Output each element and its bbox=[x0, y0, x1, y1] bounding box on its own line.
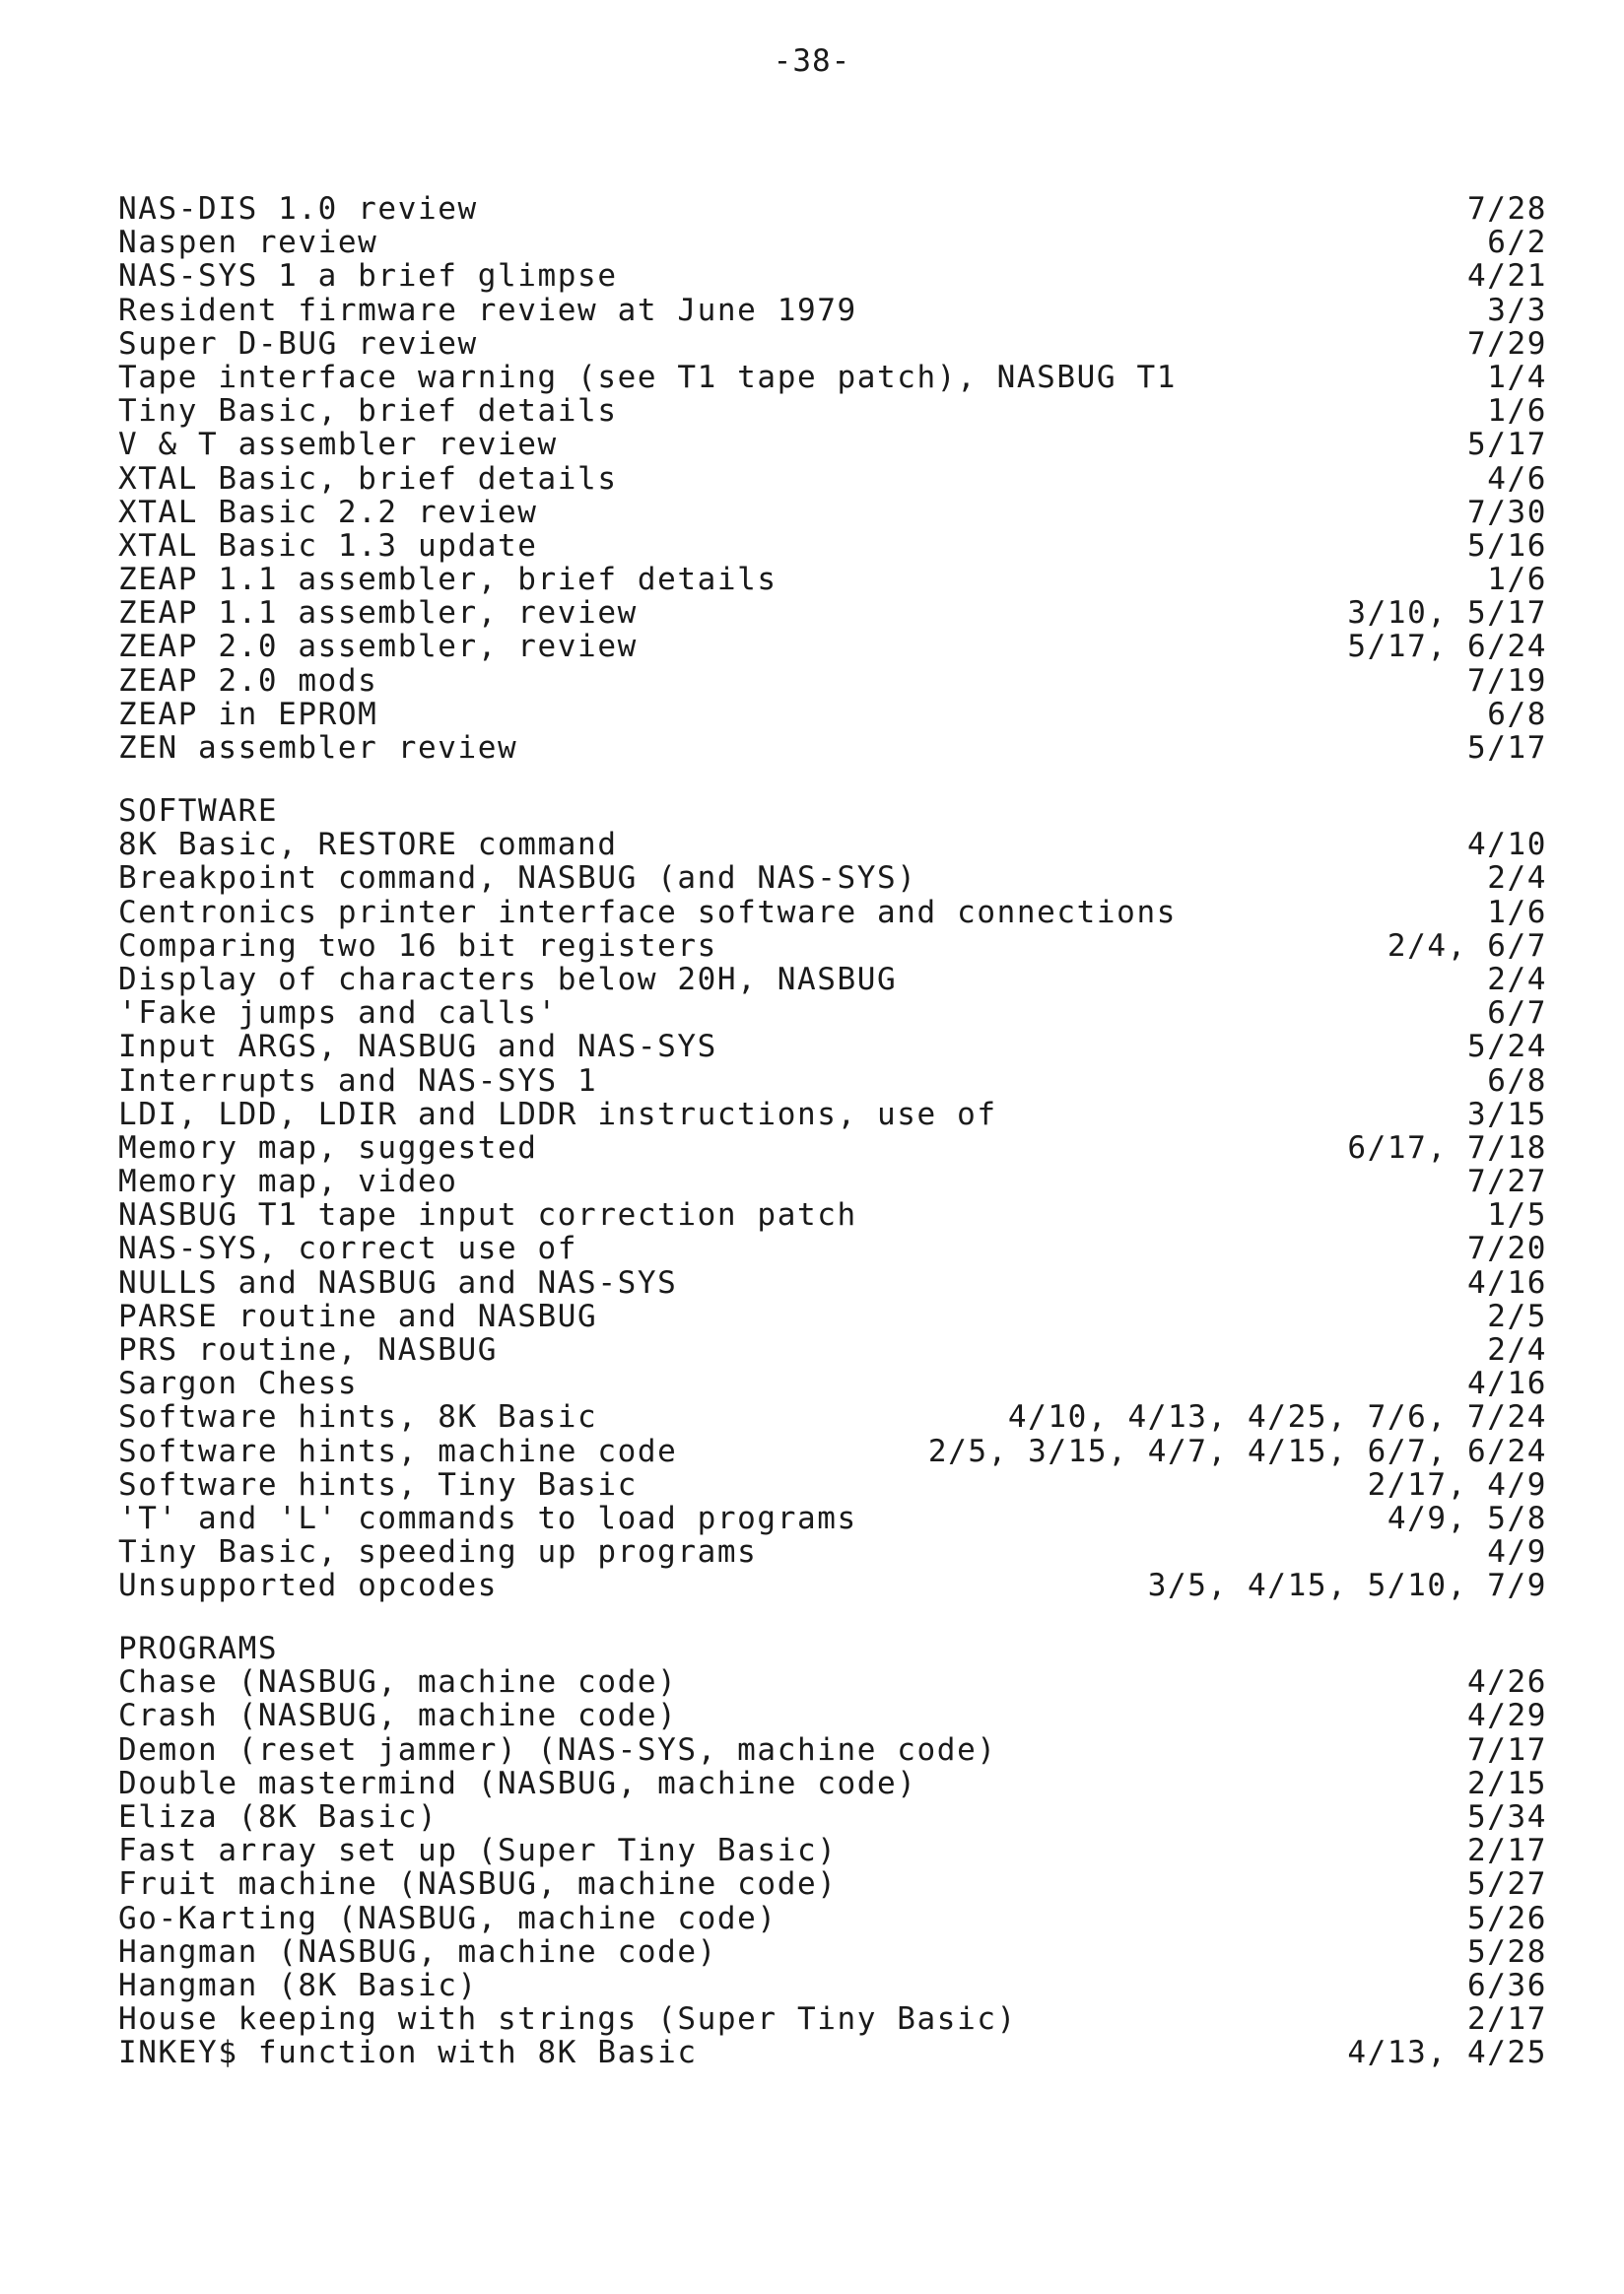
entry-title: Eliza (8K Basic) bbox=[118, 1799, 439, 1835]
entry-refs: 2/15 bbox=[1466, 1765, 1547, 1801]
entry-refs: 4/10 bbox=[1466, 827, 1547, 863]
entry-title: NAS-SYS 1 a brief glimpse bbox=[118, 259, 618, 294]
entry-title: ZEAP 1.1 assembler, brief details bbox=[118, 563, 778, 597]
entry-title: Breakpoint command, NASBUG (and NAS-SYS) bbox=[118, 861, 917, 896]
entry-refs: 4/16 bbox=[1466, 1366, 1547, 1402]
entry-refs: 5/24 bbox=[1466, 1029, 1547, 1065]
entry-title: Resident firmware review at June 1979 bbox=[118, 293, 857, 327]
index-entry bbox=[118, 2036, 1547, 2069]
entry-refs: 1/6 bbox=[1487, 562, 1547, 598]
entry-title: ZEAP 1.1 assembler, review bbox=[118, 596, 638, 631]
entry-title: PRS routine, NASBUG bbox=[118, 1333, 499, 1368]
entry-refs: 4/9 bbox=[1487, 1534, 1547, 1571]
entry-refs: 3/3 bbox=[1487, 292, 1547, 328]
entry-title: Tiny Basic, brief details bbox=[118, 394, 618, 429]
entry-refs: 7/27 bbox=[1466, 1164, 1547, 1200]
index-entry bbox=[118, 1935, 1547, 1969]
index-entry bbox=[118, 1699, 1547, 1732]
entry-title: Software hints, machine code bbox=[118, 1434, 678, 1468]
index-entry bbox=[118, 698, 1547, 731]
index-entry bbox=[118, 861, 1547, 895]
page-number: -38- bbox=[773, 43, 851, 79]
index-entry bbox=[118, 1232, 1547, 1265]
entry-refs: 5/27 bbox=[1466, 1866, 1547, 1903]
entry-title: Comparing two 16 bit registers bbox=[118, 928, 717, 963]
entry-title: Crash (NASBUG, machine code) bbox=[118, 1699, 678, 1733]
entry-title: XTAL Basic, brief details bbox=[118, 461, 618, 496]
index-entry bbox=[118, 1367, 1547, 1400]
entry-title: Input ARGS, NASBUG and NAS-SYS bbox=[118, 1030, 717, 1064]
entry-title: Go-Karting (NASBUG, machine code) bbox=[118, 1901, 778, 1935]
entry-title: PARSE routine and NASBUG bbox=[118, 1299, 598, 1333]
entry-title: Centronics printer interface software and connections bbox=[118, 895, 1177, 929]
index-entry bbox=[118, 996, 1547, 1030]
software-section bbox=[118, 794, 1547, 1603]
index-entry bbox=[118, 929, 1547, 963]
index-entry bbox=[118, 896, 1547, 929]
entry-refs: 5/34 bbox=[1466, 1798, 1547, 1835]
index-entry bbox=[118, 1030, 1547, 1063]
entry-title: NULLS and NASBUG and NAS-SYS bbox=[118, 1265, 678, 1300]
index-entry bbox=[118, 1969, 1547, 2002]
entry-title: Demon (reset jammer) (NAS-SYS, machine code) bbox=[118, 1732, 997, 1767]
index-entry bbox=[118, 1733, 1547, 1767]
index-entry bbox=[118, 828, 1547, 861]
entry-title: XTAL Basic 2.2 review bbox=[118, 495, 538, 529]
index-entry bbox=[118, 1569, 1547, 1602]
entry-title: XTAL Basic 1.3 update bbox=[118, 528, 538, 564]
entry-refs: 5/17, 6/24 bbox=[1347, 629, 1547, 665]
entry-title: Memory map, video bbox=[118, 1165, 458, 1199]
index-entry bbox=[118, 1867, 1547, 1901]
index-entry bbox=[118, 1131, 1547, 1165]
entry-refs: 3/15 bbox=[1466, 1096, 1547, 1132]
entry-title: V & T assembler review bbox=[118, 428, 558, 462]
index-entry bbox=[118, 630, 1547, 663]
index-entry bbox=[118, 327, 1547, 361]
index-entry bbox=[118, 394, 1547, 428]
index-entry bbox=[118, 963, 1547, 996]
entry-refs: 2/5, 3/15, 4/7, 4/15, 6/7, 6/24 bbox=[927, 1433, 1547, 1469]
index-entry bbox=[118, 2002, 1547, 2036]
entry-refs: 2/17 bbox=[1466, 2001, 1547, 2038]
entry-refs: 6/2 bbox=[1487, 225, 1547, 261]
entry-title: Memory map, suggested bbox=[118, 1130, 538, 1166]
index-entry bbox=[118, 1400, 1547, 1434]
entry-title: Display of characters below 20H, NASBUG bbox=[118, 962, 898, 997]
entry-refs: 5/17 bbox=[1466, 427, 1547, 463]
index-entry bbox=[118, 192, 1547, 226]
entry-refs: 2/4 bbox=[1487, 860, 1547, 897]
entry-refs: 7/29 bbox=[1466, 325, 1547, 362]
entry-refs: 3/10, 5/17 bbox=[1347, 595, 1547, 632]
entry-title: ZEAP 2.0 mods bbox=[118, 663, 378, 698]
index-entry bbox=[118, 1502, 1547, 1535]
entry-refs: 4/10, 4/13, 4/25, 7/6, 7/24 bbox=[1007, 1399, 1547, 1436]
entry-title: ZEAP 2.0 assembler, review bbox=[118, 630, 638, 664]
entry-title: Tape interface warning (see T1 tape patch), NASBUG T1 bbox=[118, 360, 1177, 395]
entry-title: 8K Basic, RESTORE command bbox=[118, 828, 618, 862]
index-entry bbox=[118, 226, 1547, 259]
index-entry bbox=[118, 462, 1547, 496]
entry-refs: 6/8 bbox=[1487, 1062, 1547, 1099]
entry-title: Double mastermind (NASBUG, machine code) bbox=[118, 1766, 917, 1800]
entry-refs: 1/5 bbox=[1487, 1197, 1547, 1234]
entry-refs: 5/26 bbox=[1466, 1900, 1547, 1936]
entry-title: Fruit machine (NASBUG, machine code) bbox=[118, 1867, 838, 1902]
entry-title: Sargon Chess bbox=[118, 1367, 359, 1401]
entry-refs: 4/6 bbox=[1487, 460, 1547, 497]
entry-refs: 4/26 bbox=[1466, 1664, 1547, 1701]
entry-refs: 2/4, 6/7 bbox=[1387, 927, 1547, 964]
entry-title: NAS-DIS 1.0 review bbox=[118, 192, 478, 227]
index-entry bbox=[118, 428, 1547, 461]
section-heading: SOFTWARE bbox=[118, 793, 279, 829]
index-entry bbox=[118, 1165, 1547, 1198]
entry-title: 'T' and 'L' commands to load programs bbox=[118, 1501, 857, 1536]
index-entry bbox=[118, 496, 1547, 529]
entry-title: INKEY$ function with 8K Basic bbox=[118, 2036, 698, 2070]
index-entry bbox=[118, 563, 1547, 596]
entry-refs: 4/16 bbox=[1466, 1264, 1547, 1301]
entry-title: Software hints, 8K Basic bbox=[118, 1400, 598, 1435]
entry-refs: 4/9, 5/8 bbox=[1387, 1500, 1547, 1536]
index-entry bbox=[118, 294, 1547, 327]
entry-refs: 1/4 bbox=[1487, 359, 1547, 395]
index-entry bbox=[118, 1266, 1547, 1300]
entry-title: Naspen review bbox=[118, 226, 378, 260]
entry-refs: 6/7 bbox=[1487, 995, 1547, 1032]
entry-title: Tiny Basic, speeding up programs bbox=[118, 1535, 758, 1570]
index-entry bbox=[118, 596, 1547, 630]
entry-title: Unsupported opcodes bbox=[118, 1569, 499, 1603]
index-entry bbox=[118, 1098, 1547, 1131]
entry-title: ZEN assembler review bbox=[118, 731, 518, 766]
index-entry bbox=[118, 1064, 1547, 1098]
entry-title: NASBUG T1 tape input correction patch bbox=[118, 1198, 857, 1233]
entry-title: Fast array set up (Super Tiny Basic) bbox=[118, 1834, 838, 1868]
entry-refs: 7/30 bbox=[1466, 494, 1547, 530]
section-heading: PROGRAMS bbox=[118, 1631, 279, 1666]
entry-refs: 4/13, 4/25 bbox=[1347, 2035, 1547, 2071]
index-entry bbox=[118, 1300, 1547, 1333]
index-entry bbox=[118, 1834, 1547, 1867]
entry-title: ZEAP in EPROM bbox=[118, 697, 378, 731]
index-entry bbox=[118, 529, 1547, 563]
index-entry bbox=[118, 1665, 1547, 1699]
entry-title: LDI, LDD, LDIR and LDDR instructions, use of bbox=[118, 1097, 997, 1131]
entry-refs: 5/28 bbox=[1466, 1933, 1547, 1970]
programs-section bbox=[118, 1632, 1547, 2069]
entry-refs: 1/6 bbox=[1487, 894, 1547, 930]
entry-refs: 2/17 bbox=[1466, 1833, 1547, 1869]
entry-refs: 4/29 bbox=[1466, 1698, 1547, 1734]
entry-refs: 1/6 bbox=[1487, 393, 1547, 430]
entry-refs: 7/20 bbox=[1466, 1231, 1547, 1267]
index-entry bbox=[118, 1902, 1547, 1935]
index-entry bbox=[118, 1800, 1547, 1834]
entry-refs: 7/28 bbox=[1466, 191, 1547, 227]
entry-title: 'Fake jumps and calls' bbox=[118, 996, 558, 1031]
entry-title: House keeping with strings (Super Tiny Basic) bbox=[118, 2002, 1017, 2037]
entry-refs: 2/17, 4/9 bbox=[1367, 1466, 1547, 1503]
index-entry bbox=[118, 361, 1547, 394]
entry-title: Software hints, Tiny Basic bbox=[118, 1467, 638, 1502]
index-entry bbox=[118, 1468, 1547, 1502]
entry-refs: 2/4 bbox=[1487, 1332, 1547, 1368]
index-entry bbox=[118, 664, 1547, 698]
entry-title: Hangman (8K Basic) bbox=[118, 1968, 478, 2003]
entry-title: Super D-BUG review bbox=[118, 326, 478, 361]
entry-refs: 6/17, 7/18 bbox=[1347, 1129, 1547, 1166]
entry-refs: 7/17 bbox=[1466, 1731, 1547, 1768]
reviews-section bbox=[118, 192, 1547, 765]
entry-refs: 7/19 bbox=[1466, 662, 1547, 699]
index-entry bbox=[118, 1435, 1547, 1468]
entry-title: Interrupts and NAS-SYS 1 bbox=[118, 1063, 598, 1098]
index-entry bbox=[118, 1535, 1547, 1569]
entry-refs: 3/5, 4/15, 5/10, 7/9 bbox=[1147, 1568, 1547, 1604]
entry-title: NAS-SYS, correct use of bbox=[118, 1232, 578, 1266]
index-entry bbox=[118, 1333, 1547, 1367]
index-entry bbox=[118, 1198, 1547, 1232]
entry-refs: 2/4 bbox=[1487, 961, 1547, 997]
index-entry bbox=[118, 1767, 1547, 1800]
entry-refs: 5/16 bbox=[1466, 527, 1547, 564]
entry-refs: 4/21 bbox=[1466, 258, 1547, 295]
entry-refs: 5/17 bbox=[1466, 730, 1547, 766]
entry-refs: 6/8 bbox=[1487, 696, 1547, 732]
entry-title: Hangman (NASBUG, machine code) bbox=[118, 1934, 717, 1969]
index-entry bbox=[118, 731, 1547, 765]
index-entry bbox=[118, 259, 1547, 293]
entry-refs: 6/36 bbox=[1466, 1967, 1547, 2003]
entry-title: Chase (NASBUG, machine code) bbox=[118, 1665, 678, 1700]
entry-refs: 2/5 bbox=[1487, 1298, 1547, 1334]
